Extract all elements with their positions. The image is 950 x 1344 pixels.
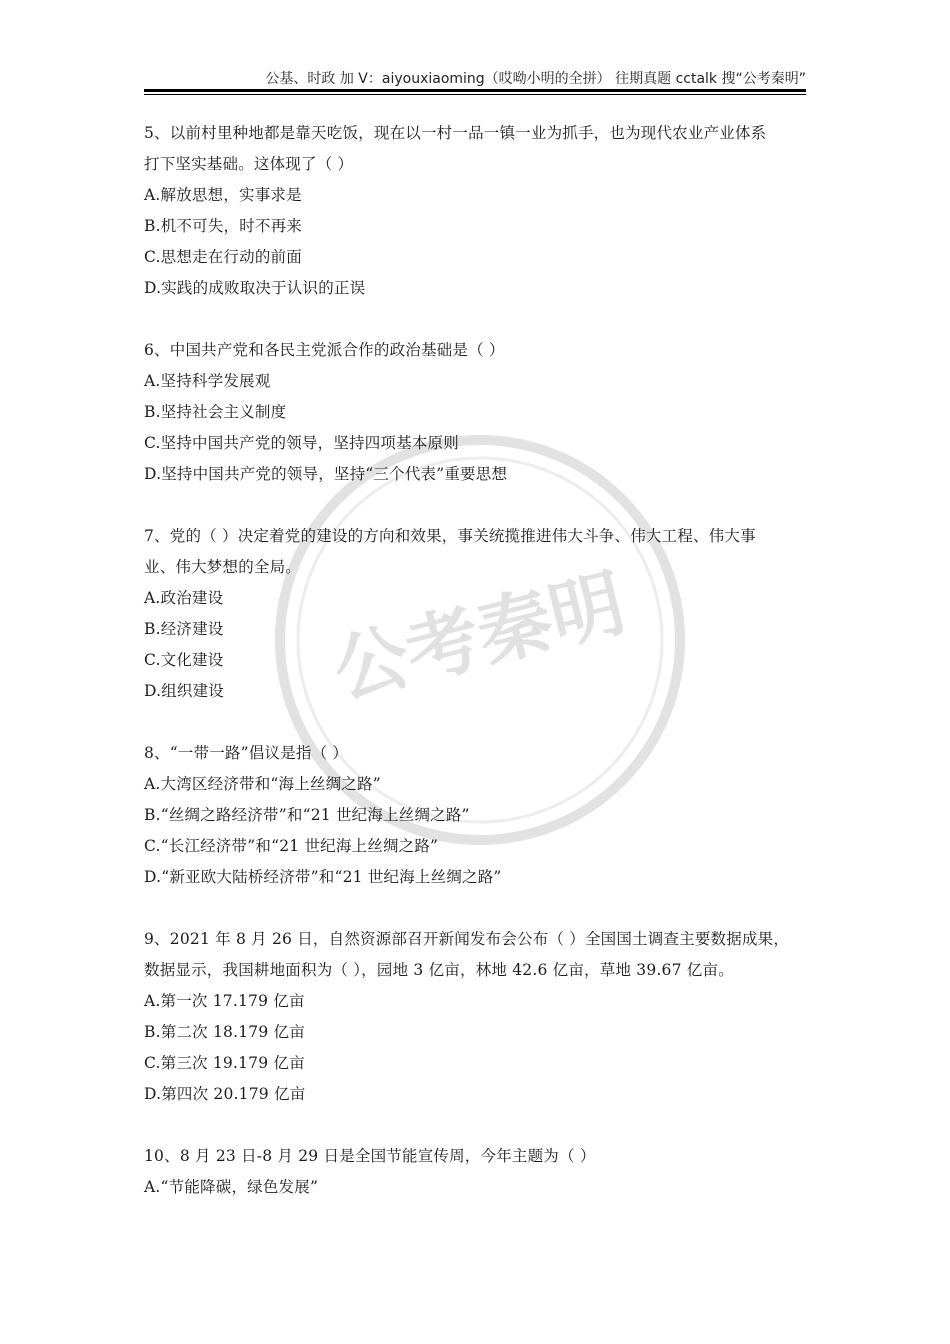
question-8 [144, 738, 808, 893]
question-10 [144, 1141, 808, 1203]
question-7 [144, 521, 808, 707]
option-b: B.“丝绸之路经济带”和“21 世纪海上丝绸之路” [144, 806, 470, 824]
header-rule-thick [144, 89, 806, 92]
question-stem-line: 8、“一带一路”倡议是指（ ） [144, 744, 349, 762]
question-stem-line: 10、8 月 23 日-8 月 29 日是全国节能宣传周，今年主题为（ ） [144, 1147, 596, 1165]
watermark-text: 公考秦明 [325, 559, 634, 715]
question-5 [144, 118, 808, 304]
question-6 [144, 335, 808, 490]
question-stem-line: 5、以前村里种地都是靠天吃饭，现在以一村一品一镇一业为抓手，也为现代农业产业体系 [144, 124, 767, 142]
option-a: A.“节能降碳，绿色发展” [144, 1178, 319, 1196]
option-b: B.机不可失，时不再来 [144, 217, 303, 235]
option-a: A.第一次 17.179 亿亩 [144, 992, 305, 1010]
option-a: A.解放思想，实事求是 [144, 186, 302, 204]
option-d: D.第四次 20.179 亿亩 [144, 1085, 306, 1103]
option-a: A.大湾区经济带和“海上丝绸之路” [144, 775, 381, 793]
question-9 [144, 924, 808, 1110]
option-d: D.组织建设 [144, 682, 225, 700]
question-stem-line: 6、中国共产党和各民主党派合作的政治基础是（ ） [144, 341, 505, 359]
question-list [144, 118, 808, 1234]
option-c: C.文化建设 [144, 651, 224, 669]
option-c: C.第三次 19.179 亿亩 [144, 1054, 305, 1072]
option-c: C.坚持中国共产党的领导，坚持四项基本原则 [144, 434, 459, 452]
option-a: A.坚持科学发展观 [144, 372, 271, 390]
option-c: C.思想走在行动的前面 [144, 248, 302, 266]
option-b: B.坚持社会主义制度 [144, 403, 287, 421]
option-b: B.经济建设 [144, 620, 224, 638]
question-stem-line: 7、党的（ ）决定着党的建设的方向和效果，事关统揽推进伟大斗争、伟大工程、伟大事 [144, 527, 756, 545]
question-stem-line: 业、伟大梦想的全局。 [144, 558, 302, 576]
option-a: A.政治建设 [144, 589, 224, 607]
question-stem-line: 9、2021 年 8 月 26 日，自然资源部召开新闻发布会公布（ ）全国国土调查主要数据成果， [144, 930, 790, 948]
page-header: 公基、时政 加 V：aiyouxiaoming（哎呦小明的全拼） 往期真题 cctalk 搜“公考秦明” [265, 71, 806, 87]
option-d: D.“新亚欧大陆桥经济带”和“21 世纪海上丝绸之路” [144, 868, 502, 886]
question-stem-line: 打下坚实基础。这体现了（ ） [144, 155, 354, 173]
header-rule-thin [144, 94, 806, 95]
option-c: C.“长江经济带”和“21 世纪海上丝绸之路” [144, 837, 439, 855]
question-stem-line: 数据显示，我国耕地面积为（ ），园地 3 亿亩，林地 42.6 亿亩，草地 39.67 亿亩。 [144, 961, 734, 979]
option-b: B.第二次 18.179 亿亩 [144, 1023, 305, 1041]
option-d: D.坚持中国共产党的领导，坚持“三个代表”重要思想 [144, 465, 508, 483]
option-d: D.实践的成败取决于认识的正误 [144, 279, 366, 297]
